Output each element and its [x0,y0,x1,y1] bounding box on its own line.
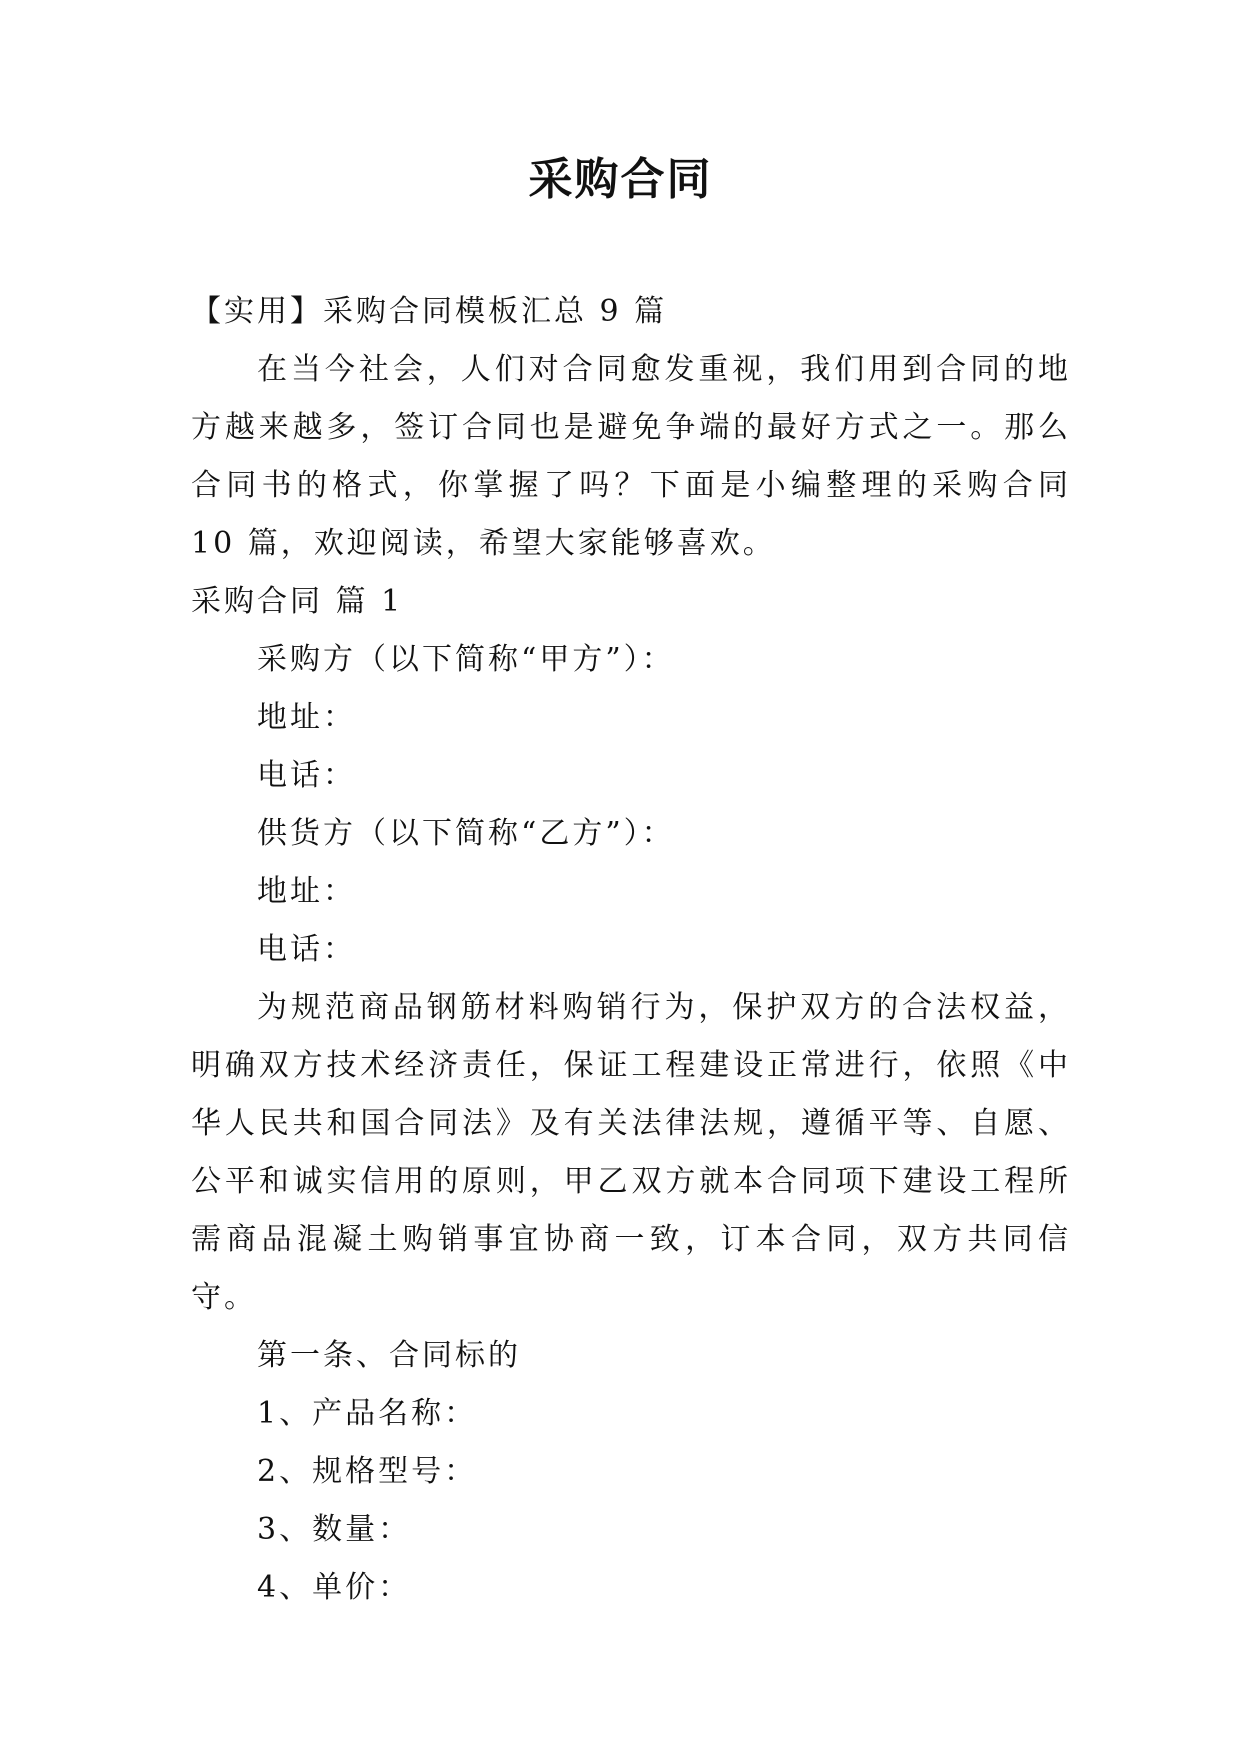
section-heading: 采购合同 篇 1 [191,584,404,619]
document-body [191,283,1071,1617]
party-a-phone: 电话： [257,758,356,793]
party-b-line: 供货方（以下简称“乙方”）： [257,816,675,851]
party-a-address: 地址： [257,700,356,735]
item-product-name: 1、产品名称： [257,1396,478,1431]
party-b-address: 地址： [257,874,356,909]
purpose-paragraph: 为规范商品钢筋材料购销行为，保护双方的合法权益，明确双方技术经济责任，保证工程建设正常进行，依照《中华人民共和国合同法》及有关法律法规，遵循平等、自愿、公平和诚实信用的原则，甲乙双方就本合同项下建设工程所需商品混凝土购销事宜协商一致，订本合同，双方共同信守。 [191,990,1071,1315]
item-spec-model: 2、规格型号： [257,1454,478,1489]
document-subtitle: 【实用】采购合同模板汇总 9 篇 [191,294,668,329]
party-b-phone: 电话： [257,932,356,967]
item-quantity: 3、数量： [257,1512,412,1547]
article-1-heading: 第一条、合同标的 [257,1338,521,1373]
intro-paragraph: 在当今社会，人们对合同愈发重视，我们用到合同的地方越来越多，签订合同也是避免争端的最好方式之一。那么合同书的格式，你掌握了吗？下面是小编整理的采购合同 10 篇，欢迎阅读，希望大家能够喜欢。 [191,352,1071,561]
party-a-line: 采购方（以下简称“甲方”）： [257,642,675,677]
item-unit-price: 4、单价： [257,1570,412,1605]
document-title: 采购合同 [528,154,713,205]
